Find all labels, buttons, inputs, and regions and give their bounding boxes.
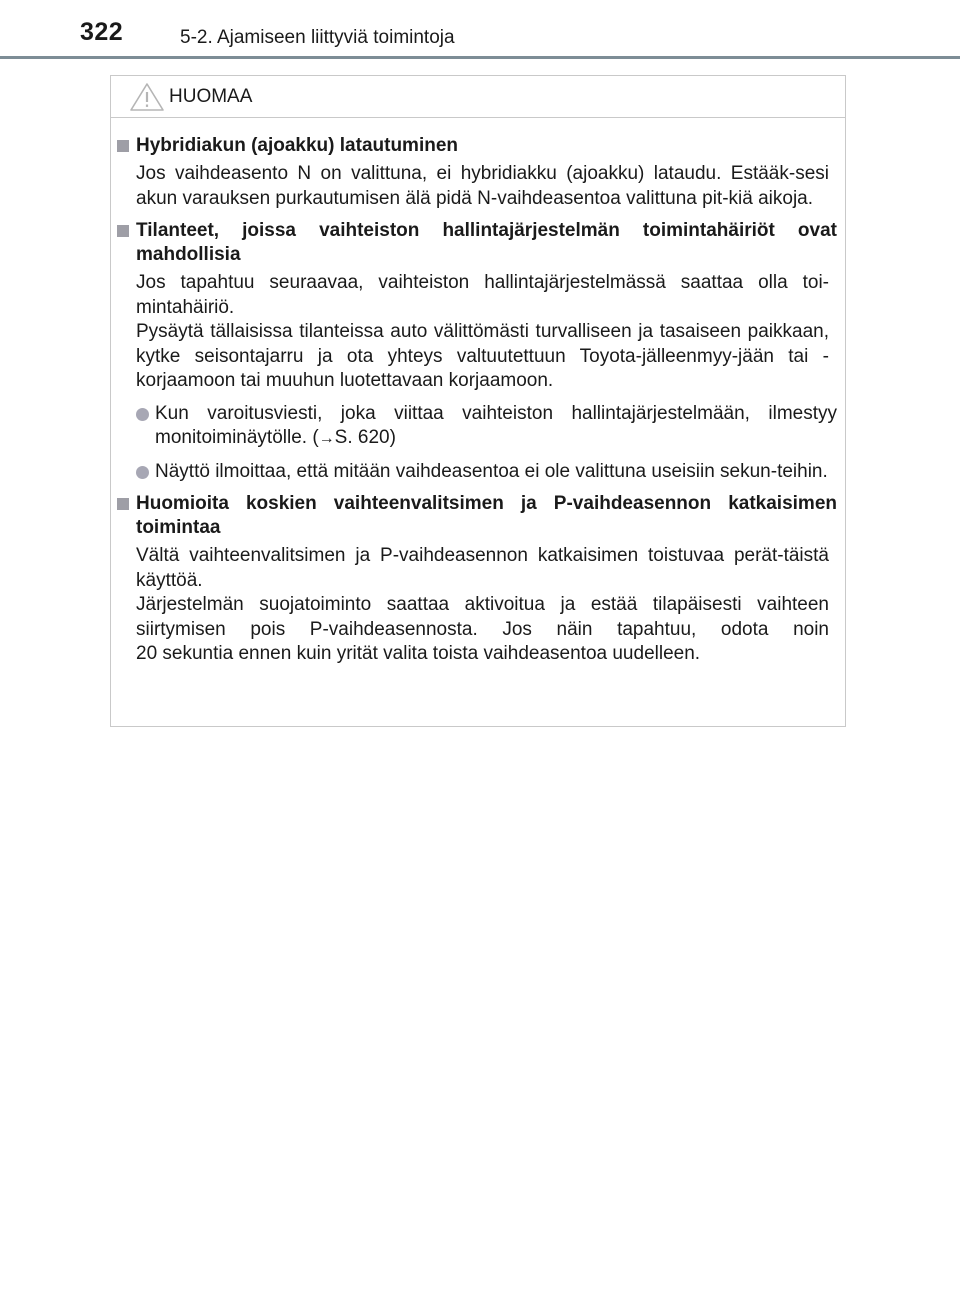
section-shift-lever-notes <box>117 492 837 667</box>
paragraph: Vältä vaihteenvalitsimen ja P-vaihdeasennon katkaisimen toistuvaa perät-täistä käyttöä. <box>136 545 829 591</box>
square-bullet-icon <box>117 498 129 510</box>
arrow-right-icon: → <box>318 430 335 447</box>
square-bullet-icon <box>117 140 129 152</box>
notice-header <box>111 76 845 118</box>
paragraph: Järjestelmän suojatoiminto saattaa aktivoitua ja estää tilapäisesti vaihteen siirtymisen pois P-vaihdeasennosta. Jos näin tapahtuu, odota noin <box>136 594 829 640</box>
page-reference: S. 620) <box>334 427 396 448</box>
notice-box <box>110 75 846 727</box>
warning-triangle-icon <box>129 82 165 112</box>
notice-title: HUOMAA <box>169 86 253 107</box>
section-heading: Hybridiakun (ajoakku) latautuminen <box>117 134 837 158</box>
paragraph: Pysäytä tällaisissa tilanteissa auto välittömästi turvalliseen ja tasaiseen paikkaan, kytke seisontajarru ja ota yhteys valtuutettuun Toyota-jälleenmyy-jään tai -korjaamoon tai muuhun luotettavaan korjaamoon. <box>136 321 829 391</box>
page-number: 322 <box>80 18 124 46</box>
square-bullet-icon <box>117 225 129 237</box>
round-bullet-icon <box>136 408 149 421</box>
paragraph: Jos vaihdeasento N on valittuna, ei hybridiakku (ajoakku) lataudu. Estääk-sesi akun varauksen purkautumisen älä pidä N-vaihdeasentoa valittuna pit-kiä aikoja. <box>136 163 829 209</box>
list-item: Näyttö ilmoittaa, että mitään vaihdeasentoa ei ole valittuna useisiin sekun-teihin. <box>136 460 837 485</box>
section-heading: Tilanteet, joissa vaihteiston hallintajärjestelmän toimintahäiriöt ovat mahdollisia <box>117 219 837 267</box>
round-bullet-icon <box>136 466 149 479</box>
list-item: Kun varoitusviesti, joka viittaa vaihteiston hallintajärjestelmään, ilmestyy monitoiminäytölle. (→S. 620) <box>136 402 837 452</box>
notice-body <box>111 118 845 667</box>
paragraph: Jos tapahtuu seuraavaa, vaihteiston hallintajärjestelmässä saattaa olla toi-mintahäiriö. <box>136 272 829 318</box>
header-rule <box>0 56 960 59</box>
section-heading: Huomioita koskien vaihteenvalitsimen ja P-vaihdeasennon katkaisimen toimintaa <box>117 492 837 540</box>
section-transmission-malfunction <box>117 219 837 484</box>
section-title: 5-2. Ajamiseen liittyviä toimintoja <box>180 27 455 48</box>
paragraph: 20 sekuntia ennen kuin yrität valita toista vaihdeasentoa uudelleen. <box>136 643 701 664</box>
page-header <box>0 0 960 60</box>
section-battery-charging <box>117 134 837 211</box>
